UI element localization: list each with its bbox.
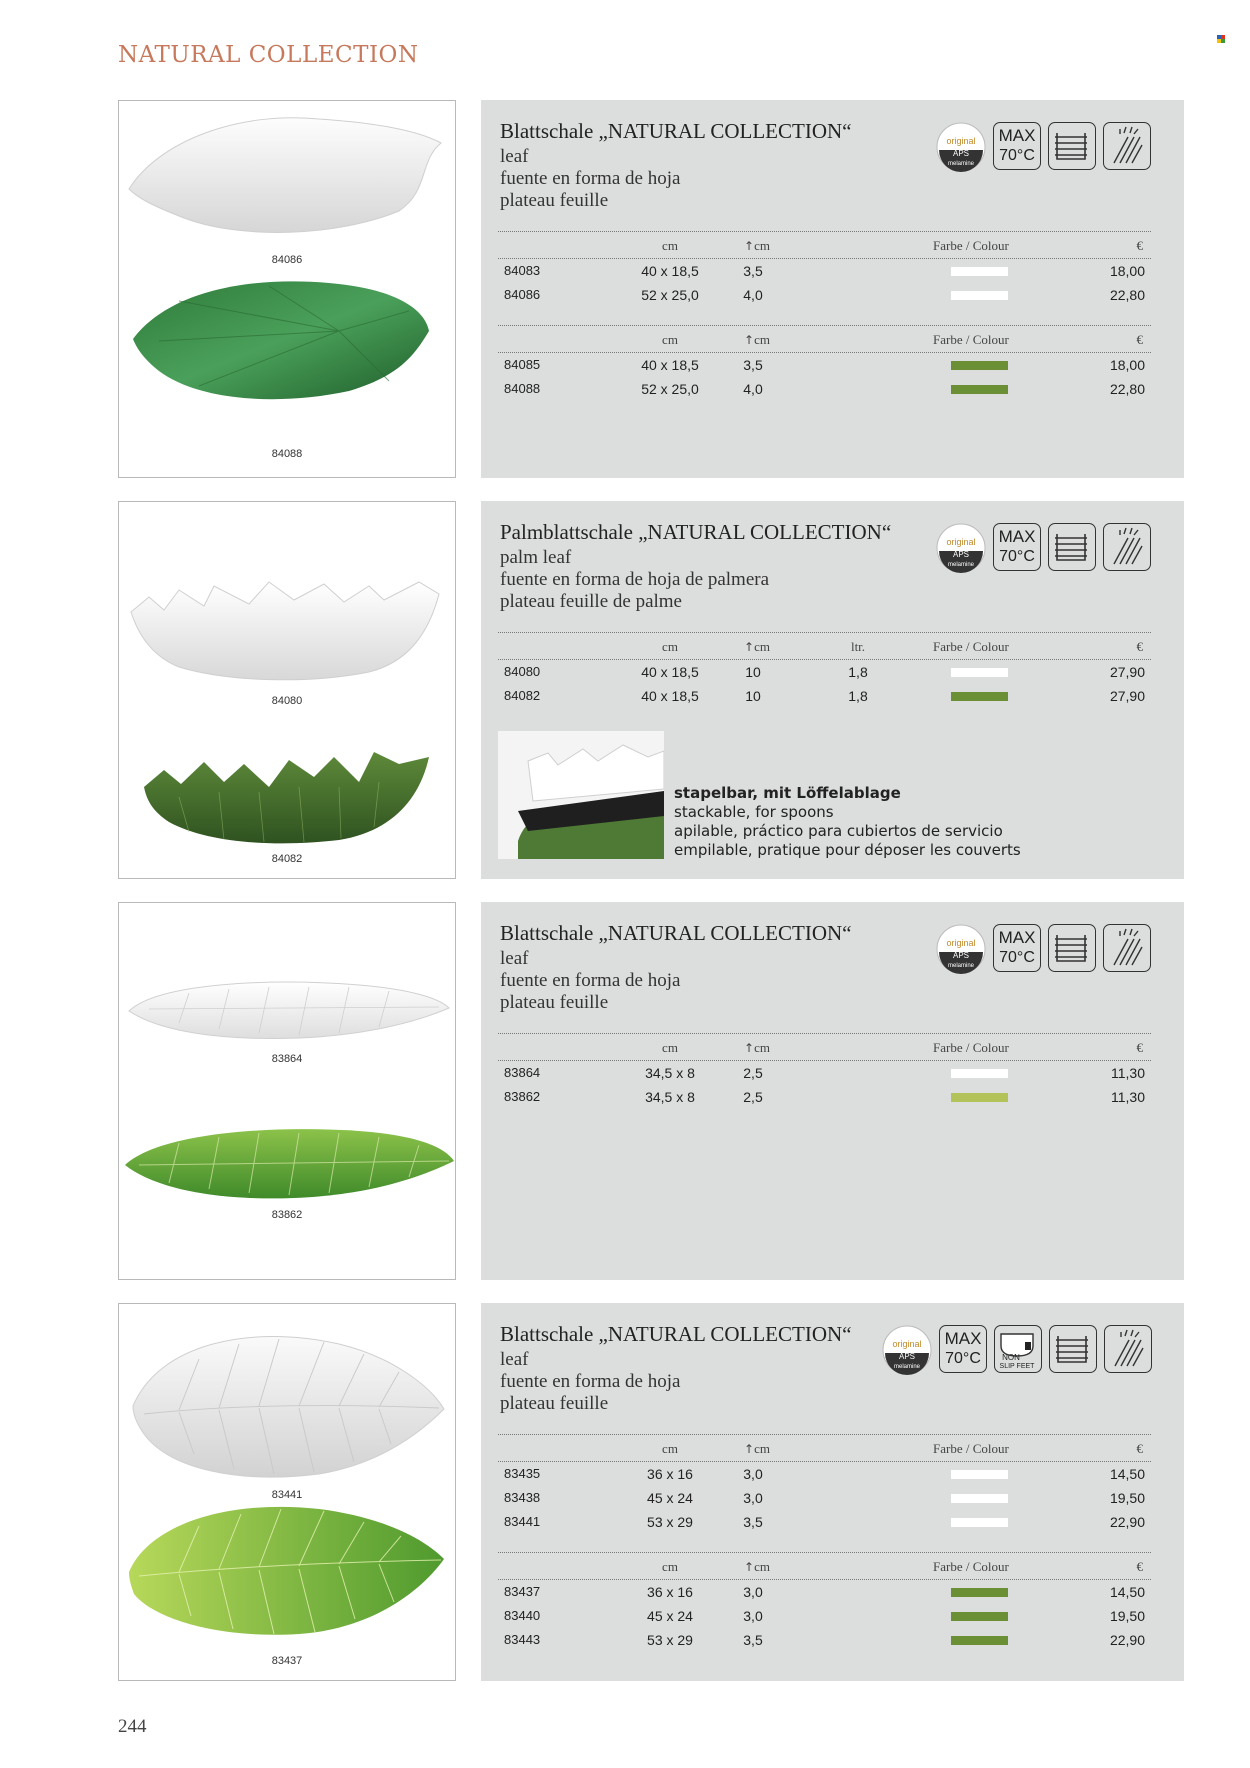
feature-icons <box>936 122 1168 174</box>
image-code-label: 83862 <box>271 1209 303 1221</box>
height: 3,0 <box>743 1466 763 1482</box>
dimensions: 53 x 29 <box>647 1632 693 1648</box>
price: 22,80 <box>1109 287 1145 303</box>
product-code: 84085 <box>504 357 541 372</box>
product-code: 84083 <box>504 263 541 278</box>
image-code-label: 84080 <box>271 695 303 707</box>
image-code-label: 84082 <box>271 853 303 865</box>
colour-swatch <box>951 1494 1008 1503</box>
table-row <box>498 1628 1151 1652</box>
table-header: cm ↑cm Farbe / Colour € <box>498 1434 1151 1462</box>
dimensions: 36 x 16 <box>647 1584 693 1600</box>
product-title: Blattschale „NATURAL COLLECTION“ <box>500 1322 852 1346</box>
colour-swatch <box>951 291 1008 300</box>
price: 27,90 <box>1109 664 1145 680</box>
product-code: 83443 <box>504 1632 541 1647</box>
stackable-icon <box>1048 122 1096 170</box>
product-code: 83437 <box>504 1584 541 1599</box>
height: 4,0 <box>743 381 763 397</box>
table-header: cm ↑cm Farbe / Colour € <box>498 1033 1151 1061</box>
svg-text:original: original <box>946 938 976 948</box>
price: 27,90 <box>1109 688 1145 704</box>
dimensions: 40 x 18,5 <box>641 664 699 680</box>
price: 19,50 <box>1109 1490 1145 1506</box>
dimensions: 40 x 18,5 <box>641 263 699 279</box>
table-row <box>498 1580 1151 1604</box>
stacking-info <box>674 784 1021 860</box>
product-code: 83435 <box>504 1466 541 1481</box>
product-info-box-2 <box>481 501 1184 879</box>
colour-swatch <box>951 668 1008 677</box>
feature-icons <box>882 1325 1168 1377</box>
max-temp-icon: MAX 70°C <box>993 523 1041 571</box>
product-subtitle-es: fuente en forma de hoja <box>500 970 681 991</box>
dimensions: 52 x 25,0 <box>641 287 699 303</box>
image-code-label: 84088 <box>271 448 303 460</box>
height: 2,5 <box>743 1065 763 1081</box>
price-table-3 <box>498 1033 1151 1109</box>
table-row <box>498 660 1151 684</box>
height: 3,5 <box>743 1632 763 1648</box>
svg-text:NON: NON <box>1002 1353 1020 1362</box>
svg-text:original: original <box>946 537 976 547</box>
colour-swatch <box>951 1470 1008 1479</box>
product-subtitle-fr: plateau feuille <box>500 190 609 211</box>
product-code: 83862 <box>504 1089 541 1104</box>
svg-text:melamine: melamine <box>947 562 975 568</box>
height: 2,5 <box>743 1089 763 1105</box>
table-row <box>498 1604 1151 1628</box>
table-row <box>498 1486 1151 1510</box>
stackable-icon <box>1049 1325 1097 1373</box>
dimensions: 36 x 16 <box>647 1466 693 1482</box>
table-row <box>498 1510 1151 1534</box>
dishwasher-safe-icon <box>1103 122 1151 170</box>
price: 14,50 <box>1109 1466 1145 1482</box>
table-row <box>498 1085 1151 1109</box>
colour-swatch <box>951 1518 1008 1527</box>
product-title: Blattschale „NATURAL COLLECTION“ <box>500 119 852 143</box>
page-title: NATURAL COLLECTION <box>118 42 419 68</box>
price: 14,50 <box>1109 1584 1145 1600</box>
svg-text:SLIP FEET: SLIP FEET <box>999 1363 1035 1370</box>
svg-text:melamine: melamine <box>947 963 975 969</box>
table-row <box>498 1462 1151 1486</box>
height: 3,5 <box>743 357 763 373</box>
height: 3,5 <box>743 263 763 279</box>
dimensions: 52 x 25,0 <box>641 381 699 397</box>
height: 3,5 <box>743 1514 763 1530</box>
aps-melamine-badge-icon <box>936 122 986 177</box>
dimensions: 34,5 x 8 <box>645 1065 695 1081</box>
colour-swatch <box>951 361 1008 370</box>
feature-icons <box>936 523 1168 575</box>
dimensions: 40 x 18,5 <box>641 357 699 373</box>
price: 22,90 <box>1109 1514 1145 1530</box>
product-subtitle-en: leaf <box>500 948 529 969</box>
product-code: 83864 <box>504 1065 541 1080</box>
color-mark-icon <box>1217 35 1226 44</box>
price: 11,30 <box>1111 1089 1145 1105</box>
table-row <box>498 283 1151 307</box>
max-temp-icon: MAX 70°C <box>993 122 1041 170</box>
volume-litres: 1,8 <box>848 688 868 704</box>
aps-melamine-badge-icon <box>936 523 986 578</box>
aps-melamine-badge-icon <box>882 1325 932 1380</box>
table-row <box>498 684 1151 708</box>
product-code: 84086 <box>504 287 541 302</box>
stacking-line-fr: empilable, pratique pour déposer les couverts <box>674 841 1021 859</box>
dishwasher-safe-icon <box>1103 924 1151 972</box>
svg-text:APS: APS <box>952 149 970 158</box>
price-table-2 <box>498 632 1151 708</box>
colour-swatch <box>951 692 1008 701</box>
colour-swatch <box>951 1588 1008 1597</box>
colour-swatch <box>951 1612 1008 1621</box>
svg-text:melamine: melamine <box>893 1364 921 1370</box>
product-subtitle-en: palm leaf <box>500 547 572 568</box>
product-subtitle-es: fuente en forma de hoja <box>500 168 681 189</box>
colour-swatch <box>951 1636 1008 1645</box>
svg-text:APS: APS <box>898 1352 916 1361</box>
price: 22,80 <box>1109 381 1145 397</box>
product-subtitle-fr: plateau feuille de palme <box>500 591 682 612</box>
stacking-line-es: apilable, práctico para cubiertos de servicio <box>674 822 1003 840</box>
volume-litres: 1,8 <box>848 664 868 680</box>
dimensions: 40 x 18,5 <box>641 688 699 704</box>
long-leaf-images <box>119 903 457 1281</box>
product-image-box-3 <box>118 902 456 1280</box>
product-subtitle-fr: plateau feuille <box>500 992 609 1013</box>
product-subtitle-es: fuente en forma de hoja <box>500 1371 681 1392</box>
dimensions: 45 x 24 <box>647 1490 693 1506</box>
product-code: 83438 <box>504 1490 541 1505</box>
dimensions: 53 x 29 <box>647 1514 693 1530</box>
table-row <box>498 353 1151 377</box>
product-subtitle-fr: plateau feuille <box>500 1393 609 1414</box>
height: 4,0 <box>743 287 763 303</box>
height: 3,0 <box>743 1584 763 1600</box>
height: 3,0 <box>743 1490 763 1506</box>
product-subtitle-es: fuente en forma de hoja de palmera <box>500 569 770 590</box>
palm-bowl-images <box>119 502 457 880</box>
table-header: cm ↑cm ltr. Farbe / Colour € <box>498 632 1151 660</box>
product-code: 84088 <box>504 381 541 396</box>
feature-icons <box>936 924 1168 976</box>
table-row <box>498 259 1151 283</box>
dishwasher-safe-icon <box>1104 1325 1152 1373</box>
product-image-box-4 <box>118 1303 456 1681</box>
table-header: cm ↑cm Farbe / Colour € <box>498 325 1151 353</box>
colour-swatch <box>951 1069 1008 1078</box>
price: 18,00 <box>1109 357 1145 373</box>
product-code: 84082 <box>504 688 541 703</box>
price-table-1 <box>498 231 1151 401</box>
colour-swatch <box>951 267 1008 276</box>
page-number: 244 <box>118 1716 147 1737</box>
price: 11,30 <box>1111 1065 1145 1081</box>
product-title: Palmblattschale „NATURAL COLLECTION“ <box>500 520 892 544</box>
image-code-label: 84086 <box>271 254 303 266</box>
table-row <box>498 1061 1151 1085</box>
product-image-box-2 <box>118 501 456 879</box>
price: 18,00 <box>1109 263 1145 279</box>
product-code: 83441 <box>504 1514 541 1529</box>
table-header: cm ↑cm Farbe / Colour € <box>498 1552 1151 1580</box>
non-slip-feet-icon <box>994 1325 1042 1373</box>
product-info-box-1 <box>481 100 1184 478</box>
stacking-line-en: stackable, for spoons <box>674 803 834 821</box>
table-header: cm ↑cm Farbe / Colour € <box>498 231 1151 259</box>
leaf-platter-images-1 <box>119 101 457 479</box>
product-subtitle-en: leaf <box>500 146 529 167</box>
price: 22,90 <box>1109 1632 1145 1648</box>
svg-text:original: original <box>946 136 976 146</box>
height: 10 <box>745 664 761 680</box>
height: 3,0 <box>743 1608 763 1624</box>
price: 19,50 <box>1109 1608 1145 1624</box>
stackable-icon <box>1048 924 1096 972</box>
aps-melamine-badge-icon <box>936 924 986 979</box>
product-subtitle-en: leaf <box>500 1349 529 1370</box>
image-code-label: 83864 <box>271 1053 303 1065</box>
product-code: 84080 <box>504 664 541 679</box>
product-code: 83440 <box>504 1608 541 1623</box>
max-temp-icon: MAX 70°C <box>939 1325 987 1373</box>
stackable-icon <box>1048 523 1096 571</box>
product-image-box-1 <box>118 100 456 478</box>
image-code-label: 83437 <box>271 1655 303 1667</box>
stacking-line-de: stapelbar, mit Löffelablage <box>674 784 901 802</box>
table-row <box>498 377 1151 401</box>
dimensions: 34,5 x 8 <box>645 1089 695 1105</box>
svg-text:APS: APS <box>952 550 970 559</box>
price-table-4 <box>498 1434 1151 1652</box>
stacked-bowls-photo <box>498 731 664 859</box>
svg-text:original: original <box>892 1339 922 1349</box>
product-info-box-3 <box>481 902 1184 1280</box>
product-info-box-4 <box>481 1303 1184 1681</box>
product-title: Blattschale „NATURAL COLLECTION“ <box>500 921 852 945</box>
height: 10 <box>745 688 761 704</box>
dishwasher-safe-icon <box>1103 523 1151 571</box>
colour-swatch <box>951 385 1008 394</box>
svg-text:APS: APS <box>952 951 970 960</box>
max-temp-icon: MAX 70°C <box>993 924 1041 972</box>
image-code-label: 83441 <box>271 1489 303 1501</box>
svg-text:melamine: melamine <box>947 161 975 167</box>
dimensions: 45 x 24 <box>647 1608 693 1624</box>
colour-swatch <box>951 1093 1008 1102</box>
